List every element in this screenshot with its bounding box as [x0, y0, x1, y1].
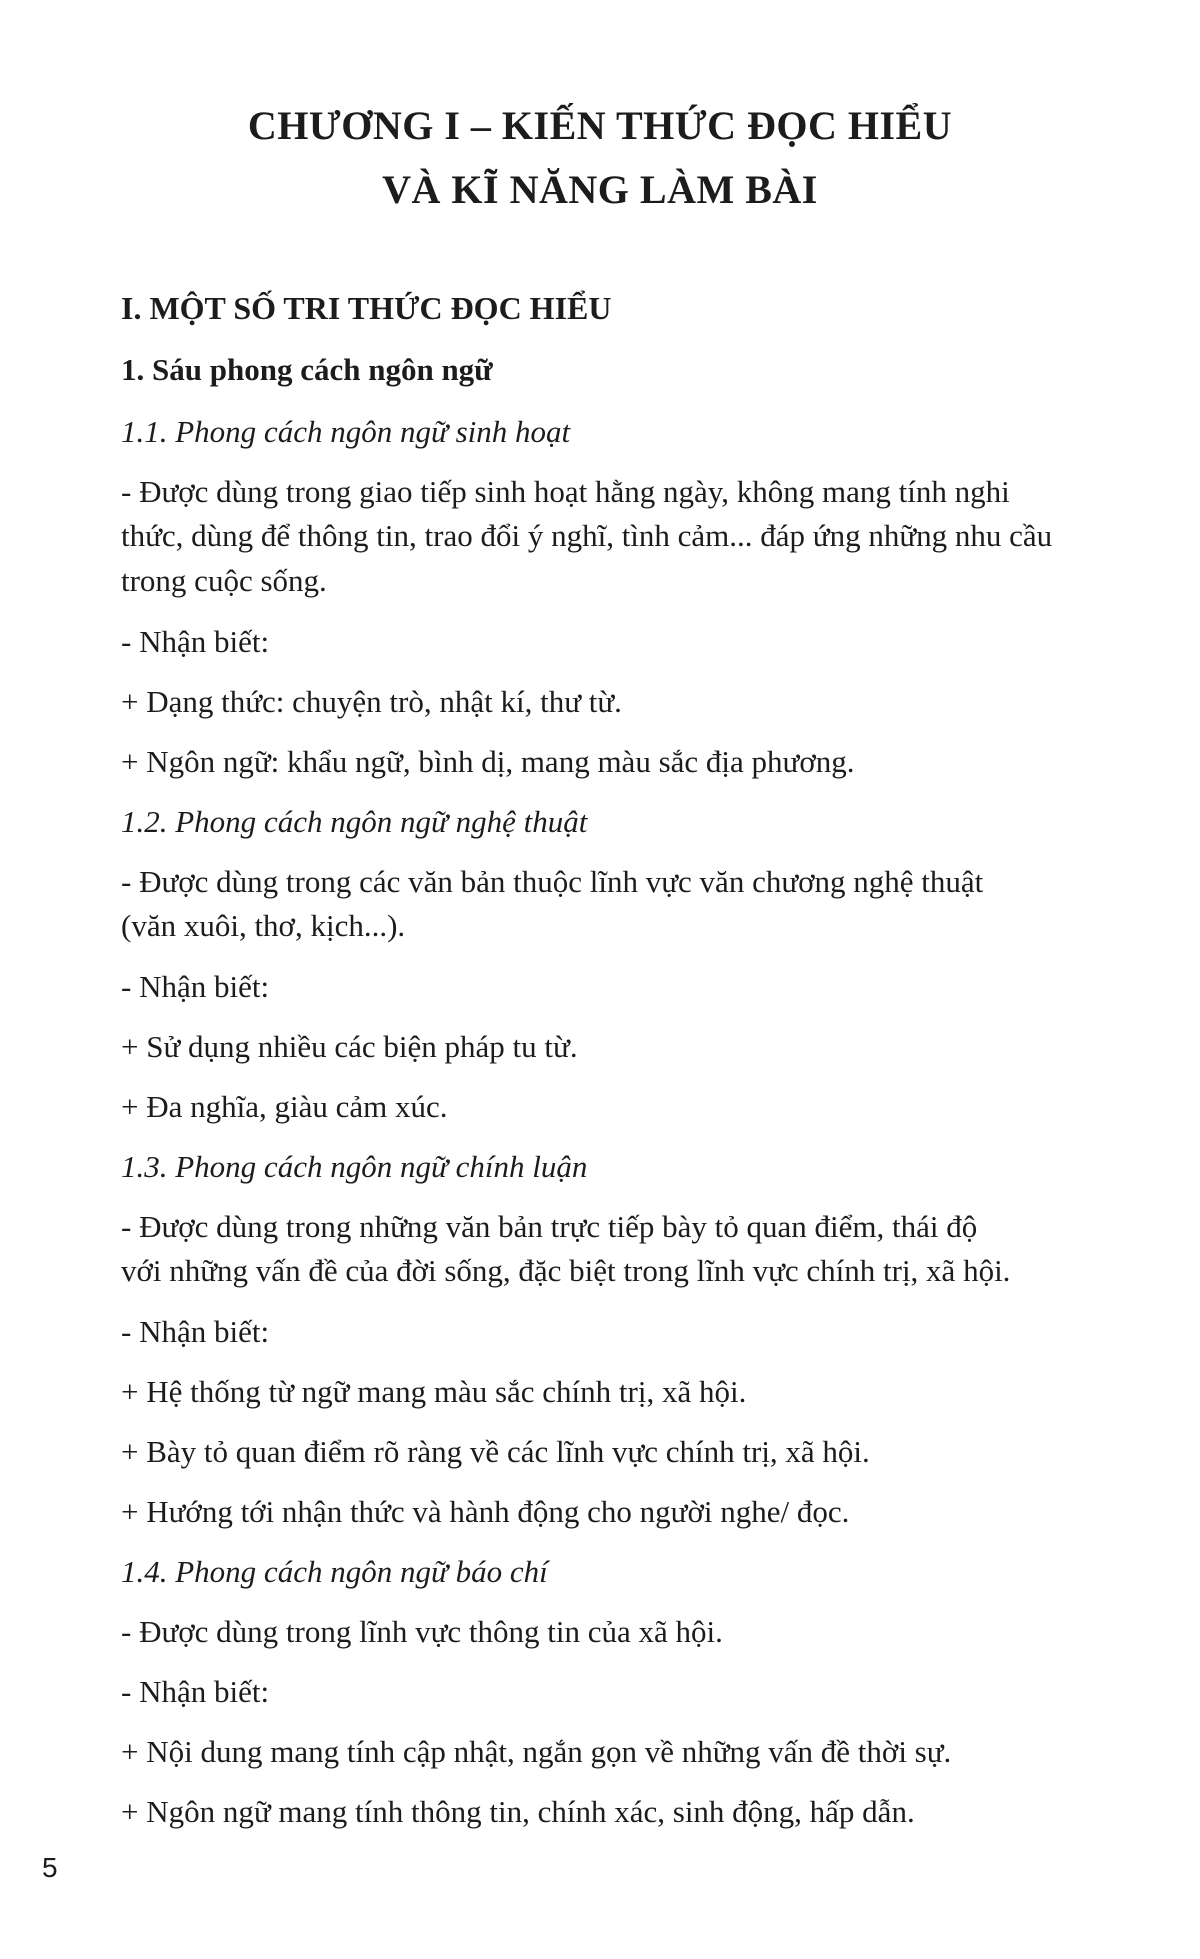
paragraph-line: với những vấn đề của đời sống, đặc biệt trong lĩnh vực chính trị, xã hội.: [121, 1253, 1011, 1288]
recognize-label: - Nhận biết:: [121, 969, 270, 1004]
subsection-heading: 1. Sáu phong cách ngôn ngữ: [121, 352, 493, 387]
bullet-point: + Hệ thống từ ngữ mang màu sắc chính trị, xã hội.: [121, 1374, 747, 1409]
bullet-point: + Bày tỏ quan điểm rõ ràng về các lĩnh vực chính trị, xã hội.: [121, 1434, 870, 1469]
paragraph-line: - Được dùng trong các văn bản thuộc lĩnh vực văn chương nghệ thuật: [121, 864, 984, 899]
bullet-point: + Nội dung mang tính cập nhật, ngắn gọn về những vấn đề thời sự.: [121, 1734, 952, 1769]
chapter-title-line2: VÀ KĨ NĂNG LÀM BÀI: [382, 167, 818, 212]
bullet-point: + Sử dụng nhiều các biện pháp tu từ.: [121, 1029, 578, 1064]
section-heading: I. MỘT SỐ TRI THỨC ĐỌC HIỂU: [121, 290, 612, 326]
chapter-title-line1: CHƯƠNG I – KIẾN THỨC ĐỌC HIỂU: [247, 103, 953, 148]
bullet-point: + Dạng thức: chuyện trò, nhật kí, thư từ.: [121, 684, 622, 719]
style-heading-nghe-thuat: 1.2. Phong cách ngôn ngữ nghệ thuật: [121, 804, 588, 839]
bullet-point: + Hướng tới nhận thức và hành động cho người nghe/ đọc.: [121, 1494, 850, 1529]
recognize-label: - Nhận biết:: [121, 1674, 270, 1709]
style-heading-chinh-luan: 1.3. Phong cách ngôn ngữ chính luận: [121, 1149, 588, 1184]
paragraph-line: - Được dùng trong những văn bản trực tiếp bày tỏ quan điểm, thái độ: [121, 1209, 978, 1244]
paragraph-line: - Được dùng trong lĩnh vực thông tin của xã hội.: [121, 1614, 723, 1649]
style-heading-sinh-hoat: 1.1. Phong cách ngôn ngữ sinh hoạt: [121, 414, 571, 449]
paragraph-line: - Được dùng trong giao tiếp sinh hoạt hằng ngày, không mang tính nghi: [121, 474, 1010, 509]
bullet-point: + Đa nghĩa, giàu cảm xúc.: [121, 1089, 448, 1124]
paragraph-line: trong cuộc sống.: [121, 563, 327, 598]
bullet-point: + Ngôn ngữ: khẩu ngữ, bình dị, mang màu sắc địa phương.: [121, 744, 855, 779]
page-number: 5: [42, 1852, 58, 1883]
paragraph-line: thức, dùng để thông tin, trao đổi ý nghĩ, tình cảm... đáp ứng những nhu cầu: [121, 518, 1053, 553]
recognize-label: - Nhận biết:: [121, 624, 270, 659]
bullet-point: + Ngôn ngữ mang tính thông tin, chính xác, sinh động, hấp dẫn.: [121, 1794, 915, 1829]
paragraph-line: (văn xuôi, thơ, kịch...).: [121, 908, 406, 943]
style-heading-bao-chi: 1.4. Phong cách ngôn ngữ báo chí: [121, 1554, 548, 1589]
recognize-label: - Nhận biết:: [121, 1314, 270, 1349]
